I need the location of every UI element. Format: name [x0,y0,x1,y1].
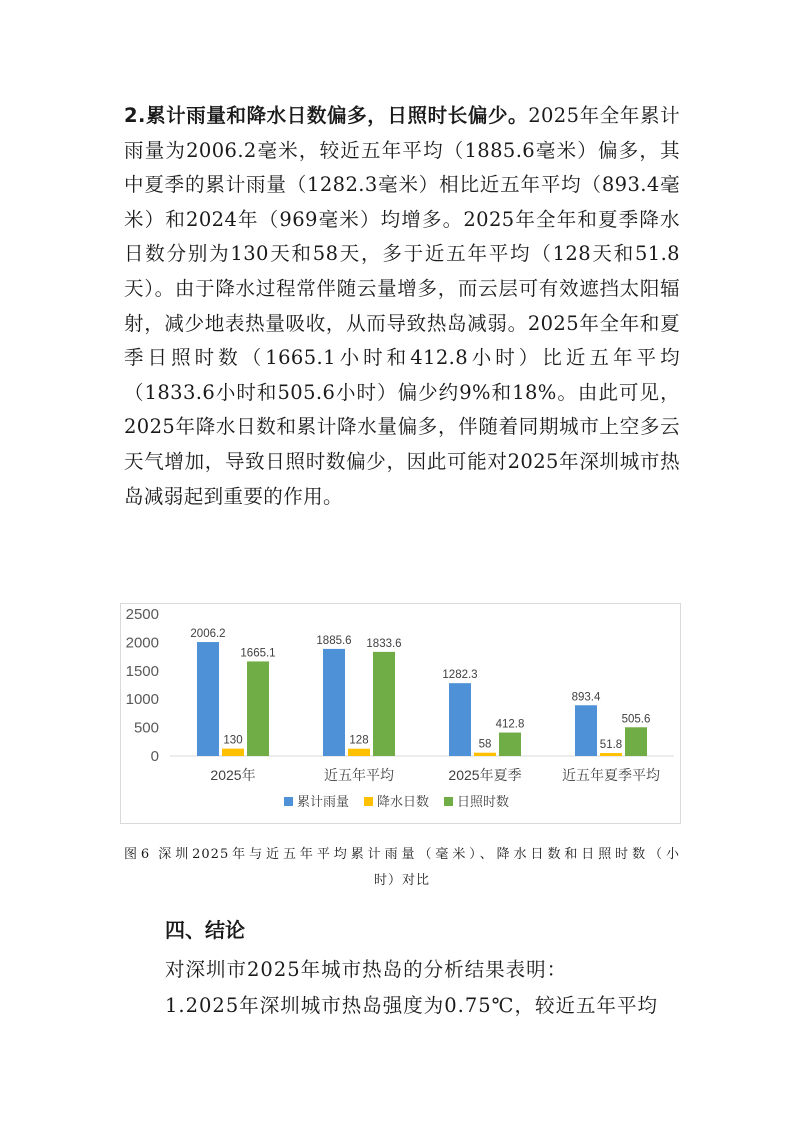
bar-1-2 [474,753,496,756]
data-label: 1282.3 [442,669,478,682]
bar-1-3 [600,753,622,756]
bar-0-2 [449,683,471,756]
x-tick-label: 2025年夏季 [448,767,522,783]
figure-caption-line2: 时）对比 [373,873,430,888]
figure-caption [124,842,680,894]
data-label: 2006.2 [190,628,226,641]
y-tick-label: 1000 [125,691,159,709]
y-tick-label: 0 [150,748,159,765]
legend-swatch-2 [444,797,453,806]
figure-caption-line1: 图6 深圳2025年与近五年平均累计雨量（毫米）、降水日数和日照时数（小 [124,847,680,862]
data-label: 412.8 [495,718,525,731]
bar-0-0 [197,642,219,756]
x-tick-label: 近五年平均 [324,767,394,783]
legend-swatch-1 [364,797,373,806]
y-tick-label: 500 [133,719,159,737]
data-label: 1833.6 [366,637,402,650]
data-label: 1885.6 [316,634,352,647]
bar-1-0 [222,749,244,756]
conclusion-item-1: 1.2025年深圳城市热岛强度为0.75℃，较近五年平均 [165,994,658,1017]
bar-2-1 [373,652,395,756]
conclusion-intro: 对深圳市2025年城市热岛的分析结果表明： [165,958,568,981]
x-tick-label: 2025年 [210,767,256,783]
bar-2-2 [499,733,521,756]
section-2-lead: 2.累计雨量和降水日数偏多，日照时长偏少。 [124,104,529,127]
section-4-heading: 四、结论 [165,918,245,942]
bar-2-3 [625,727,647,756]
legend-label: 降水日数 [377,794,430,809]
y-tick-label: 2000 [125,634,159,652]
data-label: 58 [478,738,492,751]
section-2-paragraph [124,99,680,514]
data-label: 130 [223,734,243,747]
y-tick-label: 2500 [125,606,159,623]
data-label: 505.6 [621,713,651,726]
y-tick-label: 1500 [125,662,159,680]
data-label: 51.8 [599,739,623,752]
bar-0-3 [575,705,597,756]
bar-2-0 [247,661,269,756]
data-label: 128 [349,734,369,747]
legend-label: 累计雨量 [297,794,350,809]
bar-1-1 [348,749,370,756]
data-label: 893.4 [571,691,601,704]
data-label: 1665.1 [240,647,276,660]
section-2-body: 2025年全年累计雨量为2006.2毫米，较近五年平均（1885.6毫米）偏多，其中夏季的累计雨量（1282.3毫米）相比近五年平均（893.4毫米）和2024年（969毫米）均增多。2025年全年和夏季降水日数分别为130天和58天，多于近五年平均（128天和51.8天）。由于降水过程常伴随云量增多，而云层可有效遮挡太阳辐射，减少地表热量吸收，从而导致热岛减弱。2025年全年和夏季日照时数（1665.1小时和412.8小时）比近五年平均（1833.6小时和505.6小时）偏少约9%和18%。由此可见，2025年降水日数和累计降水量偏多，伴随着同期城市上空多云天气增加，导致日照时数偏少，因此可能对2025年深圳城市热岛减弱起到重要的作用。 [124,104,680,508]
legend-label: 日照时数 [457,794,510,809]
bar-0-1 [323,649,345,756]
chart-svg [121,604,680,823]
rainfall-sunshine-chart [120,603,681,824]
x-tick-label: 近五年夏季平均 [562,767,660,783]
legend-swatch-0 [284,797,293,806]
